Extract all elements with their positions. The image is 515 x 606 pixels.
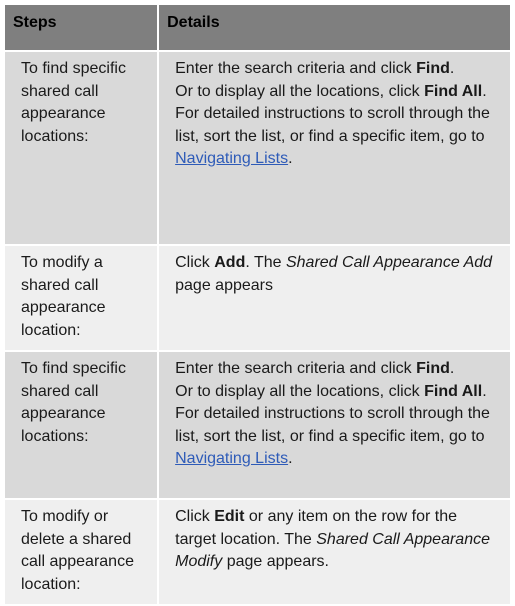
- detail-text: For detailed instructions to scroll through the list, sort the list, or find a specific item, go to: [175, 405, 490, 445]
- detail-cell: [158, 245, 511, 351]
- detail-text: Click: [175, 508, 215, 525]
- detail-text: .: [288, 150, 293, 167]
- detail-text: .: [449, 360, 455, 377]
- add-label: Add: [214, 254, 246, 271]
- steps-details-table: [3, 3, 512, 606]
- detail-text: Or to display all the locations, click: [175, 82, 425, 100]
- detail-text: Enter the search criteria and click: [175, 360, 417, 377]
- detail-text: Enter the search criteria and click: [175, 60, 417, 77]
- find-label: Find: [416, 60, 450, 77]
- step-cell: To modify or delete a shared call appearance location:: [4, 499, 158, 605]
- navigating-lists-link[interactable]: Navigating Lists: [175, 150, 289, 167]
- navigating-lists-link[interactable]: Navigating Lists: [175, 450, 289, 467]
- detail-cell: [158, 499, 511, 605]
- detail-text: .: [449, 60, 455, 77]
- table-row: [4, 499, 511, 605]
- step-cell: To modify a shared call appearance location:: [4, 245, 158, 351]
- detail-text: Or to display all the locations, click: [175, 382, 425, 400]
- detail-cell: [158, 351, 511, 499]
- detail-cell: [158, 51, 511, 245]
- step-cell: To find specific shared call appearance locations:: [4, 51, 158, 245]
- table-row: [4, 51, 511, 245]
- table-row: [4, 351, 511, 499]
- page-name: Shared Call Appearance Modify: [175, 530, 490, 570]
- table-header-row: [4, 4, 511, 51]
- details-header: Details: [158, 4, 511, 51]
- detail-text: page appears: [175, 276, 273, 294]
- detail-text: . The: [245, 254, 286, 271]
- detail-text: .: [482, 82, 487, 100]
- table-row: [4, 245, 511, 351]
- steps-header: Steps: [4, 4, 158, 51]
- detail-text: For detailed instructions to scroll through the list, sort the list, or find a specific item, go to: [175, 105, 490, 145]
- find-all-label: Find All: [424, 82, 483, 100]
- edit-label: Edit: [214, 508, 245, 525]
- find-label: Find: [416, 360, 450, 377]
- page-name: Shared Call Appearance Add: [285, 254, 493, 271]
- detail-text: page appears.: [222, 553, 329, 570]
- detail-text: Click: [175, 254, 215, 271]
- detail-text: .: [288, 450, 293, 467]
- detail-text: or any item on the row for the target location. The: [175, 508, 457, 548]
- step-cell: To find specific shared call appearance locations:: [4, 351, 158, 499]
- detail-text: .: [482, 382, 487, 400]
- find-all-label: Find All: [424, 382, 483, 400]
